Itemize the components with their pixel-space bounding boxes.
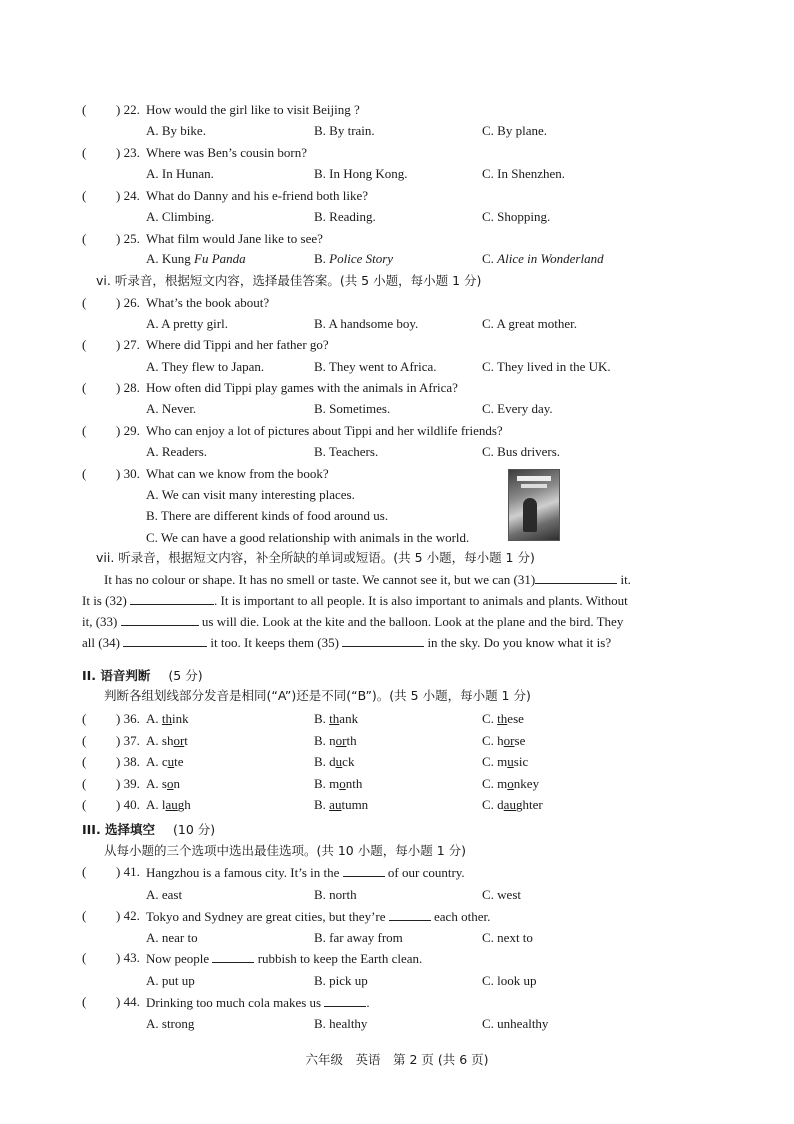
option-b[interactable] xyxy=(314,251,393,267)
answer-paren[interactable]: ( xyxy=(82,295,87,310)
option-b[interactable]: B. In Hong Kong. xyxy=(314,166,408,181)
question-number: ) 27. xyxy=(116,337,140,352)
passage-text: it too. It keeps them (35) xyxy=(210,635,339,650)
question-text: Where was Ben’s cousin born? xyxy=(146,145,308,160)
option-c[interactable]: C. We can have a good relationship with animals in the world. xyxy=(146,530,470,545)
passage-text: . It is important to all people. It is also important to animals and plants. Without xyxy=(214,593,628,608)
option-b[interactable]: B. north xyxy=(314,887,357,902)
question-text: What’s the book about? xyxy=(146,295,270,310)
option-b[interactable] xyxy=(314,797,368,813)
answer-paren[interactable]: ( xyxy=(82,864,87,879)
option-c[interactable]: C. Bus drivers. xyxy=(482,444,560,459)
question-text-post: of our country. xyxy=(387,865,465,880)
option-b[interactable]: B. far away from xyxy=(314,930,403,945)
option-b-title: Police Story xyxy=(329,251,394,266)
question-text-post: rubbish to keep the Earth clean. xyxy=(257,951,423,966)
word-part: C. h xyxy=(482,733,504,748)
option-c[interactable]: C. next to xyxy=(482,930,533,945)
question-text: What do Danny and his e-friend both like? xyxy=(146,188,369,203)
option-c[interactable]: C. west xyxy=(482,887,521,902)
option-b[interactable]: B. A handsome boy. xyxy=(314,316,419,331)
option-c-title: Alice in Wonderland xyxy=(497,251,604,266)
option-a[interactable]: A. Climbing. xyxy=(146,209,215,224)
question-number: ) 25. xyxy=(116,231,140,246)
option-c[interactable]: C. unhealthy xyxy=(482,1016,549,1031)
word-part: C. d xyxy=(482,797,504,812)
answer-paren[interactable]: ( xyxy=(82,711,87,726)
underlined-part: th xyxy=(161,711,173,726)
option-a[interactable]: A. By bike. xyxy=(146,123,206,138)
option-b[interactable]: B. Reading. xyxy=(314,209,376,224)
option-a[interactable]: A. strong xyxy=(146,1016,195,1031)
question-number: ) 29. xyxy=(116,423,140,438)
section-score: (5 分) xyxy=(168,668,203,683)
underlined-part: or xyxy=(173,733,185,748)
passage-text: it. xyxy=(620,572,631,587)
question-number: ) 23. xyxy=(116,145,140,160)
underlined-part: au xyxy=(503,797,516,812)
option-b[interactable]: B. There are different kinds of food around us. xyxy=(146,508,389,523)
word-part: se xyxy=(514,733,526,748)
option-b[interactable] xyxy=(314,733,357,749)
option-c[interactable]: C. Shopping. xyxy=(482,209,551,224)
word-part: A. sh xyxy=(146,733,174,748)
question-text xyxy=(146,908,490,925)
option-b[interactable] xyxy=(314,776,362,792)
option-c[interactable] xyxy=(482,797,543,813)
option-a[interactable] xyxy=(146,711,189,727)
option-b[interactable] xyxy=(314,711,358,727)
option-b[interactable]: B. They went to Africa. xyxy=(314,359,437,374)
question-number: ) 44. xyxy=(116,994,140,1009)
option-a[interactable]: A. They flew to Japan. xyxy=(146,359,265,374)
underlined-part: or xyxy=(503,733,515,748)
answer-paren[interactable]: ( xyxy=(82,733,87,748)
word-part: A. c xyxy=(146,754,168,769)
word-part: nth xyxy=(345,776,363,791)
answer-blank[interactable] xyxy=(389,908,431,921)
option-a[interactable]: A. We can visit many interesting places. xyxy=(146,487,355,502)
underlined-part: th xyxy=(329,711,340,726)
question-text-post: . xyxy=(366,995,370,1010)
option-c[interactable] xyxy=(482,711,524,727)
option-c[interactable] xyxy=(482,251,604,267)
passage-text: It has no colour or shape. It has no smell or taste. We cannot see it, but we can (31) xyxy=(104,572,536,587)
question-number: ) 22. xyxy=(116,102,140,117)
question-text-pre: Hangzhou is a famous city. It’s in the xyxy=(146,865,340,880)
option-a[interactable] xyxy=(146,754,184,770)
question-text-pre: Tokyo and Sydney are great cities, but they’re xyxy=(146,909,386,924)
word-part: C. xyxy=(482,711,498,726)
option-a-prefix: A. Kung xyxy=(146,251,195,266)
question-text: What film would Jane like to see? xyxy=(146,231,323,246)
answer-blank[interactable] xyxy=(324,994,366,1007)
answer-paren[interactable]: ( xyxy=(82,145,87,160)
question-text-pre: Drinking too much cola makes us xyxy=(146,995,322,1010)
answer-paren[interactable]: ( xyxy=(82,337,87,352)
answer-paren[interactable]: ( xyxy=(82,908,87,923)
option-a[interactable]: A. put up xyxy=(146,973,195,988)
question-text xyxy=(146,864,465,881)
question-number: ) 43. xyxy=(116,950,140,965)
underlined-part: au xyxy=(165,797,178,812)
passage-text: us will die. Look at the kite and the balloon. Look at the plane and the bird. They xyxy=(201,614,624,629)
question-number: ) 41. xyxy=(116,864,140,879)
word-part: B. xyxy=(314,711,330,726)
option-b[interactable]: B. pick up xyxy=(314,973,368,988)
word-part: A. xyxy=(146,711,162,726)
answer-paren[interactable]: ( xyxy=(82,423,87,438)
question-number: ) 30. xyxy=(116,466,140,481)
option-b[interactable]: B. Sometimes. xyxy=(314,401,391,416)
question-text: Where did Tippi and her father go? xyxy=(146,337,329,352)
question-number: ) 40. xyxy=(116,797,140,812)
book-cover-image xyxy=(508,469,560,541)
answer-paren[interactable]: ( xyxy=(82,380,87,395)
option-b[interactable]: B. By train. xyxy=(314,123,375,138)
passage-text: in the sky. Do you know what it is? xyxy=(427,635,612,650)
option-c[interactable]: C. look up xyxy=(482,973,537,988)
word-part: A. l xyxy=(146,797,166,812)
question-text-post: each other. xyxy=(434,909,491,924)
word-part: nkey xyxy=(513,776,540,791)
option-c[interactable] xyxy=(482,754,528,770)
underlined-part: o xyxy=(339,776,346,791)
section-III-heading xyxy=(82,822,215,838)
section-title: II. 语音判断 xyxy=(82,668,151,683)
question-text: How often did Tippi play games with the animals in Africa? xyxy=(146,380,458,395)
underlined-part: u xyxy=(335,754,343,769)
word-part: ink xyxy=(172,711,189,726)
question-text: How would the girl like to visit Beijing ? xyxy=(146,102,360,117)
question-text xyxy=(146,994,370,1011)
option-c[interactable] xyxy=(482,776,539,792)
section-II-instructions: 判断各组划线部分发音是相同(“A”)还是不同(“B”)。(共 5 小题，每小题 1 分) xyxy=(104,688,531,703)
question-number: ) 38. xyxy=(116,754,140,769)
question-number: ) 39. xyxy=(116,776,140,791)
word-part: B. n xyxy=(314,733,336,748)
blank-33[interactable] xyxy=(121,613,199,626)
word-part: sic xyxy=(513,754,529,769)
word-part: gh xyxy=(177,797,191,812)
option-c[interactable] xyxy=(482,733,525,749)
blank-35[interactable] xyxy=(342,634,424,647)
option-b-prefix: B. xyxy=(314,251,330,266)
question-text: What can we know from the book? xyxy=(146,466,329,481)
option-a[interactable] xyxy=(146,776,180,792)
option-c[interactable]: C. They lived in the UK. xyxy=(482,359,611,374)
section-II-heading xyxy=(82,668,203,684)
question-number: ) 24. xyxy=(116,188,140,203)
question-text-pre: Now people xyxy=(146,951,210,966)
option-a[interactable]: A. near to xyxy=(146,930,198,945)
question-text: Who can enjoy a lot of pictures about Tippi and her wildlife friends? xyxy=(146,423,503,438)
underlined-part: au xyxy=(329,797,342,812)
option-b[interactable]: B. healthy xyxy=(314,1016,368,1031)
question-text xyxy=(146,950,422,967)
underlined-part: th xyxy=(497,711,508,726)
section-title: III. 选择填空 xyxy=(82,822,156,837)
answer-paren[interactable]: ( xyxy=(82,102,87,117)
blank-34[interactable] xyxy=(123,634,207,647)
option-a[interactable] xyxy=(146,251,246,267)
underlined-part: o xyxy=(507,776,514,791)
word-part: ese xyxy=(507,711,524,726)
word-part: th xyxy=(346,733,357,748)
word-part: t xyxy=(184,733,188,748)
answer-paren[interactable]: ( xyxy=(82,466,87,481)
answer-paren[interactable]: ( xyxy=(82,950,87,965)
question-number: ) 28. xyxy=(116,380,140,395)
passage-text: it, (33) xyxy=(82,614,118,629)
option-a[interactable]: A. east xyxy=(146,887,183,902)
option-a[interactable] xyxy=(146,733,188,749)
section-vi-heading: vi. 听录音，根据短文内容，选择最佳答案。(共 5 小题，每小题 1 分) xyxy=(96,273,482,288)
option-c[interactable]: C. A great mother. xyxy=(482,316,577,331)
word-part: B. xyxy=(314,797,330,812)
word-part: ck xyxy=(342,754,355,769)
underlined-part: u xyxy=(167,754,175,769)
answer-blank[interactable] xyxy=(343,864,385,877)
question-number: ) 42. xyxy=(116,908,140,923)
option-c[interactable]: C. By plane. xyxy=(482,123,547,138)
word-part: ghter xyxy=(515,797,543,812)
underlined-part: o xyxy=(166,776,174,791)
underlined-part: u xyxy=(507,754,514,769)
word-part: te xyxy=(174,754,184,769)
answer-paren[interactable]: ( xyxy=(82,797,87,812)
option-a[interactable]: A. Never. xyxy=(146,401,197,416)
option-c[interactable]: C. In Shenzhen. xyxy=(482,166,566,181)
section-III-instructions: 从每小题的三个选项中选出最佳选项。(共 10 小题，每小题 1 分) xyxy=(104,843,467,858)
passage xyxy=(82,569,682,653)
page-footer: 六年级 英语 第 2 页 (共 6 页) xyxy=(305,1052,489,1067)
option-a-title: Fu Panda xyxy=(194,251,246,266)
word-part: tumn xyxy=(341,797,369,812)
word-part: A. s xyxy=(146,776,167,791)
option-a[interactable] xyxy=(146,797,191,813)
option-b[interactable]: B. Teachers. xyxy=(314,444,379,459)
option-c[interactable]: C. Every day. xyxy=(482,401,553,416)
answer-paren[interactable]: ( xyxy=(82,776,87,791)
question-number: ) 37. xyxy=(116,733,140,748)
answer-paren[interactable]: ( xyxy=(82,994,87,1009)
option-c-prefix: C. xyxy=(482,251,498,266)
word-part: ank xyxy=(339,711,359,726)
question-number: ) 36. xyxy=(116,711,140,726)
passage-text: all (34) xyxy=(82,635,120,650)
word-part: n xyxy=(173,776,180,791)
answer-paren[interactable]: ( xyxy=(82,231,87,246)
underlined-part: or xyxy=(335,733,347,748)
answer-blank[interactable] xyxy=(212,950,254,963)
word-part: C. m xyxy=(482,754,508,769)
word-part: B. m xyxy=(314,776,340,791)
question-number: ) 26. xyxy=(116,295,140,310)
option-b[interactable] xyxy=(314,754,354,770)
word-part: B. d xyxy=(314,754,336,769)
answer-paren[interactable]: ( xyxy=(82,754,87,769)
section-vii-heading: vii. 听录音，根据短文内容，补全所缺的单词或短语。(共 5 小题，每小题 1 分) xyxy=(96,550,535,565)
word-part: C. m xyxy=(482,776,508,791)
option-a[interactable]: A. In Hunan. xyxy=(146,166,214,181)
passage-text: It is (32) xyxy=(82,593,127,608)
option-a[interactable]: A. A pretty girl. xyxy=(146,316,228,331)
answer-paren[interactable]: ( xyxy=(82,188,87,203)
blank-31[interactable] xyxy=(535,571,617,584)
section-score: (10 分) xyxy=(173,822,216,837)
option-a[interactable]: A. Readers. xyxy=(146,444,208,459)
blank-32[interactable] xyxy=(130,592,214,605)
